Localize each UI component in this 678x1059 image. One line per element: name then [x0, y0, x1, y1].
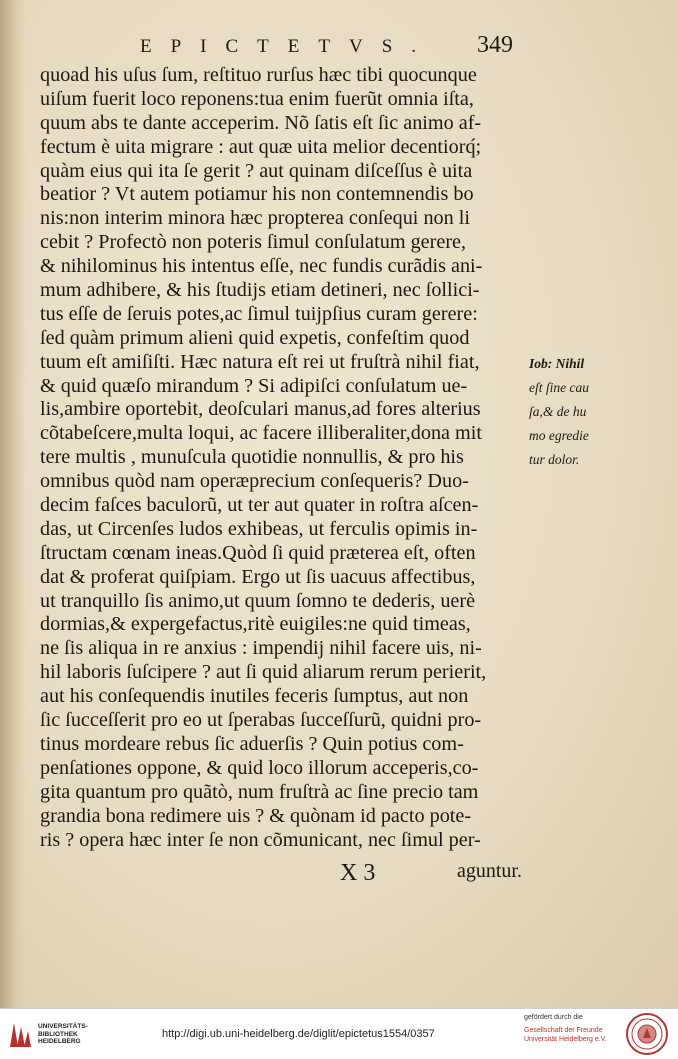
text-line: ris ? opera hæc inter ſe non cõmunicant, nec ſimul per- [40, 828, 481, 851]
text-line: lis,ambire oportebit, deoſculari manus,ad fores alterius [40, 398, 481, 421]
text-line: ut tranquillo ſis animo,ut quum ſomno te dederis, uerè [40, 589, 476, 612]
text-line: hil laboris ſuſcipere ? aut ſi quid aliarum rerum perierit, [40, 661, 487, 684]
library-name [38, 1023, 88, 1046]
text-line: ſed quàm primum alieni quid expetis, confeſtim quod [40, 326, 470, 349]
text-line: das, ut Circenſes ludos exhibeas, ut ferculis opimis in- [40, 517, 478, 540]
text-line: tus eſſe de ſeruis potes,ac ſimul tuijpſius curam gerere: [40, 302, 478, 325]
text-line: dormias,& expergefactus,ritè euigiles:ne quid timeas, [40, 613, 471, 636]
sponsor-name-line: Universität Heidelberg e.V. [524, 1036, 607, 1043]
library-name-line: UNIVERSITÄTS- [38, 1023, 88, 1030]
text-line: omnibus quòd nam operæprecium conſequeris? Duo- [40, 470, 469, 493]
page-number: 349 [477, 32, 513, 58]
text-line: beatior ? Vt autem potiamur his non contemnendis bo [40, 183, 474, 206]
text-line: tere multis , munuſcula quotidie nonnullis, & pro his [40, 446, 464, 469]
text-line: aut his conſequendis inutiles feceris ſumptus, aut non [40, 685, 469, 708]
text-line: grandia bona redimere uis ? & quònam id pacto pote- [40, 804, 472, 827]
catchword: aguntur. [457, 860, 522, 882]
margin-note [529, 352, 629, 471]
catchline [40, 860, 522, 886]
library-name-line: BIBLIOTHEK [38, 1030, 78, 1038]
text-line: cõtabeſcere,multa loqui, ac facere illiberaliter,dona mit [40, 422, 482, 445]
text-line: decim faſces baculorũ, ut ter aut quater in roſtra aſcen- [40, 494, 479, 517]
viewer-footer [0, 1008, 678, 1059]
text-line: cebit ? Profectò non poteris ſimul conſulatum gerere, [40, 231, 467, 254]
text-line: & quid quæſo mirandum ? Si adipiſci conſulatum ue- [40, 374, 468, 397]
society-seal-icon [626, 1013, 668, 1055]
text-line: ne ſis aliqua in re anxius : impendij nihil facere uis, ni- [40, 637, 482, 660]
text-line: quoad his uſus ſum, reſtituo rurſus hæc tibi quocunque [40, 64, 477, 86]
text-line: & nihilominus his intentus eſſe, nec fundis curãdis ani- [40, 255, 483, 278]
sponsor-name [524, 1026, 607, 1044]
margin-note-line: Iob: Nihil [529, 356, 585, 371]
text-line: ſic ſucceſſerit pro eo ut ſperabas ſucceſſurũ, quidni pro- [40, 709, 482, 732]
margin-note-line: ſa,& de hu [529, 403, 587, 419]
sponsor-name-line: Gesellschaft der Freunde [524, 1027, 603, 1034]
margin-note-line: mo egredie [529, 427, 589, 443]
sponsor-label: gefördert durch die [524, 1014, 583, 1021]
text-line: penſationes oppone, & quid loco illorum acceperis,co- [40, 756, 479, 779]
margin-note-line: tur dolor. [529, 451, 580, 467]
text-line: dat & proferat quiſpiam. Ergo ut ſis uacuus affectibus, [40, 565, 476, 588]
text-line: ſtructam cœnam ineas.Quòd ſi quid præterea eſt, often [40, 541, 476, 564]
margin-note-line: eſt ſine cau [529, 379, 589, 395]
text-line: tuum eſt amiſiſti. Hæc natura eſt rei ut fruſtrà nihil fiat, [40, 350, 480, 373]
permalink-url[interactable]: http://digi.ub.uni-heidelberg.de/diglit/epictetus1554/0357 [162, 1028, 435, 1040]
text-line: mum adhibere, & his ſtudijs etiam detineri, nec ſollici- [40, 279, 480, 302]
text-line: nis:non interim minora hæc propterea conſequi non li [40, 207, 471, 230]
university-library-logo-icon [8, 1019, 32, 1049]
text-line: quum abs te dante acceperim. Nõ ſatis eſt ſic animo af- [40, 111, 482, 134]
text-line: gita quantum pro quãtò, num fruſtrà ac ſine precio tam [40, 780, 479, 803]
text-line: uiſum fuerit loco reponens:tua enim fuerũt omnia iſta, [40, 87, 474, 110]
signature-mark: X 3 [340, 860, 376, 886]
body-text [40, 64, 522, 852]
text-line: quàm eius qui ita ſe gerit ? aut quinam diſceſſus è uita [40, 159, 473, 182]
page-gutter-shadow [0, 0, 26, 1008]
running-head: EPICTETVS. [140, 36, 436, 57]
text-line: fectum è uita migrare : aut quæ uita melior decentiorq́; [40, 135, 482, 158]
text-line: tinus mordeare rebus ſic aduerſis ? Quin potius com- [40, 732, 464, 755]
library-name-line: HEIDELBERG [38, 1038, 81, 1045]
